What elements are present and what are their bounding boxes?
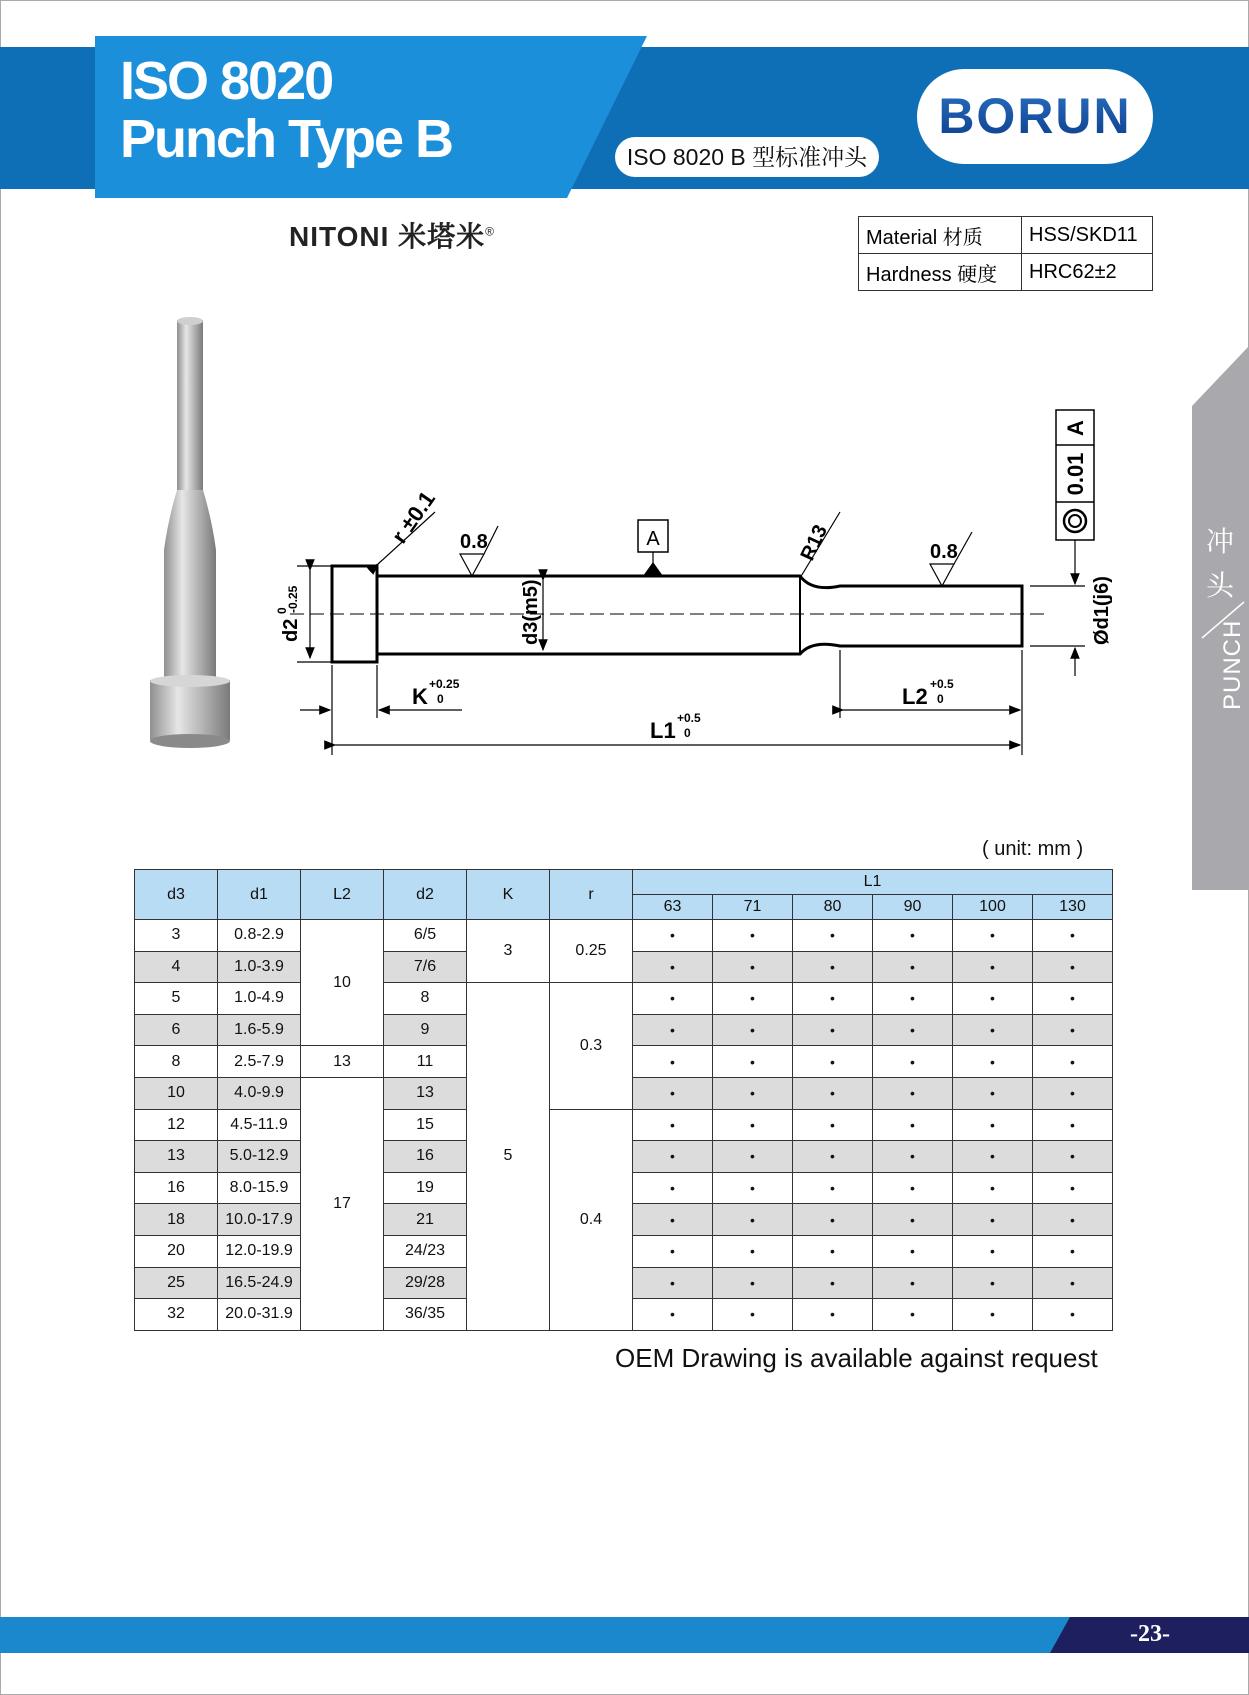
cell-l1-130: • bbox=[1033, 1204, 1113, 1236]
material-label: Material 材质 bbox=[859, 217, 1022, 254]
cell-r-group: 0.4 bbox=[550, 1109, 633, 1330]
cell-d3: 8 bbox=[135, 1046, 218, 1078]
table-row bbox=[135, 1109, 1113, 1141]
cell-l1-100: • bbox=[953, 1172, 1033, 1204]
cell-l1-71: • bbox=[713, 1046, 793, 1078]
fillet-tolerance-label: r ±0.1 bbox=[386, 486, 440, 548]
datum-triangle bbox=[643, 562, 663, 576]
cell-l1-80: • bbox=[793, 1267, 873, 1299]
cell-d2: 7/6 bbox=[384, 951, 467, 983]
cell-l1-63: • bbox=[633, 1299, 713, 1331]
punch-photo bbox=[150, 317, 230, 748]
l1-tol-low: 0 bbox=[684, 726, 691, 740]
cell-l1-80: • bbox=[793, 1046, 873, 1078]
cell-d2: 9 bbox=[384, 1014, 467, 1046]
header-l1-63: 63 bbox=[633, 895, 713, 920]
header-l1-100: 100 bbox=[953, 895, 1033, 920]
cell-l1-100: • bbox=[953, 1109, 1033, 1141]
cell-l1-130: • bbox=[1033, 1109, 1113, 1141]
cell-l1-80: • bbox=[793, 1204, 873, 1236]
cell-l1-130: • bbox=[1033, 1046, 1113, 1078]
cell-l1-100: • bbox=[953, 1299, 1033, 1331]
cell-l1-100: • bbox=[953, 1141, 1033, 1173]
cell-l1-71: • bbox=[713, 1141, 793, 1173]
l1-tol-up: +0.5 bbox=[677, 711, 701, 725]
cell-l1-80: • bbox=[793, 920, 873, 952]
cell-d1: 4.0-9.9 bbox=[218, 1077, 301, 1109]
cell-l1-71: • bbox=[713, 1267, 793, 1299]
cell-l1-90: • bbox=[873, 1141, 953, 1173]
header-d1: d1 bbox=[218, 870, 301, 920]
cell-d1: 0.8-2.9 bbox=[218, 920, 301, 952]
d3-label: d3(m5) bbox=[520, 579, 542, 645]
spec-table bbox=[858, 216, 1153, 291]
k-label: K bbox=[412, 684, 428, 709]
header-l1-130: 130 bbox=[1033, 895, 1113, 920]
cell-l1-63: • bbox=[633, 1109, 713, 1141]
l2-tol-up: +0.5 bbox=[930, 677, 954, 691]
cell-l1-71: • bbox=[713, 951, 793, 983]
k-tol-up: +0.25 bbox=[429, 677, 460, 691]
cell-l1-63: • bbox=[633, 983, 713, 1015]
cell-l1-100: • bbox=[953, 951, 1033, 983]
cell-d1: 5.0-12.9 bbox=[218, 1141, 301, 1173]
cell-l1-130: • bbox=[1033, 1141, 1113, 1173]
cell-d2: 19 bbox=[384, 1172, 467, 1204]
cell-l1-100: • bbox=[953, 1204, 1033, 1236]
tolerance-frame bbox=[1056, 410, 1094, 540]
table-row bbox=[135, 983, 1113, 1015]
cell-l1-100: • bbox=[953, 1046, 1033, 1078]
cell-d2: 21 bbox=[384, 1204, 467, 1236]
cell-l1-90: • bbox=[873, 920, 953, 952]
cell-d1: 12.0-19.9 bbox=[218, 1235, 301, 1267]
cell-l1-80: • bbox=[793, 1014, 873, 1046]
side-tab-en: PUNCH bbox=[1219, 619, 1246, 710]
cell-l1-100: • bbox=[953, 1267, 1033, 1299]
roughness-label-1: 0.8 bbox=[460, 531, 488, 553]
tolerance-datum: A bbox=[1063, 420, 1088, 436]
header-l1-80: 80 bbox=[793, 895, 873, 920]
cell-d3: 13 bbox=[135, 1141, 218, 1173]
tolerance-value: 0.01 bbox=[1063, 452, 1088, 496]
brand-logo bbox=[917, 69, 1153, 164]
header-r: r bbox=[550, 870, 633, 920]
cell-l1-90: • bbox=[873, 1077, 953, 1109]
cell-l1-90: • bbox=[873, 1014, 953, 1046]
cell-l1-100: • bbox=[953, 1014, 1033, 1046]
cell-l1-90: • bbox=[873, 1204, 953, 1236]
cell-l1-100: • bbox=[953, 920, 1033, 952]
cell-d2: 16 bbox=[384, 1141, 467, 1173]
cell-l1-71: • bbox=[713, 1204, 793, 1236]
cell-l1-63: • bbox=[633, 1046, 713, 1078]
cell-l1-90: • bbox=[873, 1235, 953, 1267]
cell-l1-71: • bbox=[713, 983, 793, 1015]
radius-label: R13 bbox=[796, 521, 833, 565]
cell-l1-71: • bbox=[713, 1299, 793, 1331]
cell-l1-130: • bbox=[1033, 983, 1113, 1015]
subtitle-pill: ISO 8020 B 型标准冲头 bbox=[615, 137, 879, 177]
cell-d1: 2.5-7.9 bbox=[218, 1046, 301, 1078]
cell-d3: 3 bbox=[135, 920, 218, 952]
l2-label: L2 bbox=[902, 684, 928, 709]
cell-l1-63: • bbox=[633, 1077, 713, 1109]
cell-d2: 24/23 bbox=[384, 1235, 467, 1267]
cell-l1-63: • bbox=[633, 920, 713, 952]
cell-l1-130: • bbox=[1033, 951, 1113, 983]
cell-d3: 4 bbox=[135, 951, 218, 983]
cell-l1-71: • bbox=[713, 1014, 793, 1046]
cell-l1-130: • bbox=[1033, 1014, 1113, 1046]
cell-r-group: 0.3 bbox=[550, 983, 633, 1109]
cell-l2-group: 10 bbox=[301, 920, 384, 1046]
cell-l1-90: • bbox=[873, 1046, 953, 1078]
cell-d1: 1.0-4.9 bbox=[218, 983, 301, 1015]
cell-l1-90: • bbox=[873, 983, 953, 1015]
d1-label: Ød1(j6) bbox=[1091, 576, 1113, 645]
header-d3: d3 bbox=[135, 870, 218, 920]
cell-l1-63: • bbox=[633, 1204, 713, 1236]
cell-l1-100: • bbox=[953, 1235, 1033, 1267]
cell-d3: 12 bbox=[135, 1109, 218, 1141]
cell-d3: 16 bbox=[135, 1172, 218, 1204]
cell-d3: 20 bbox=[135, 1235, 218, 1267]
cell-l1-100: • bbox=[953, 983, 1033, 1015]
cell-l1-80: • bbox=[793, 1109, 873, 1141]
page-number: -23- bbox=[1130, 1621, 1170, 1647]
cell-l1-130: • bbox=[1033, 1299, 1113, 1331]
cell-l1-90: • bbox=[873, 1109, 953, 1141]
punch-outline bbox=[290, 566, 1050, 662]
maker-logo bbox=[289, 215, 495, 255]
cell-d2: 6/5 bbox=[384, 920, 467, 952]
header-d2: d2 bbox=[384, 870, 467, 920]
cell-d2: 8 bbox=[384, 983, 467, 1015]
cell-l1-63: • bbox=[633, 1267, 713, 1299]
header-l1-71: 71 bbox=[713, 895, 793, 920]
cell-l1-90: • bbox=[873, 1172, 953, 1204]
cell-d1: 1.6-5.9 bbox=[218, 1014, 301, 1046]
cell-d1: 16.5-24.9 bbox=[218, 1267, 301, 1299]
oem-note: OEM Drawing is available against request bbox=[615, 1343, 1098, 1373]
cell-l1-80: • bbox=[793, 1299, 873, 1331]
cell-l1-63: • bbox=[633, 951, 713, 983]
cell-l1-71: • bbox=[713, 1172, 793, 1204]
l1-label: L1 bbox=[650, 718, 676, 743]
cell-d3: 25 bbox=[135, 1267, 218, 1299]
material-value: HSS/SKD11 bbox=[1022, 217, 1153, 254]
d2-tol-up: 0 bbox=[275, 607, 289, 614]
cell-l1-63: • bbox=[633, 1235, 713, 1267]
cell-l1-80: • bbox=[793, 983, 873, 1015]
unit-label: ( unit: mm ) bbox=[982, 838, 1084, 860]
cell-l1-80: • bbox=[793, 1077, 873, 1109]
datum-label: A bbox=[646, 528, 660, 550]
cell-r-group: 0.25 bbox=[550, 920, 633, 983]
header-k: K bbox=[467, 870, 550, 920]
k-tol-low: 0 bbox=[437, 692, 444, 706]
cell-k-group: 5 bbox=[467, 983, 550, 1331]
cell-d3: 5 bbox=[135, 983, 218, 1015]
cell-d2: 13 bbox=[384, 1077, 467, 1109]
hardness-label: Hardness 硬度 bbox=[859, 254, 1022, 291]
cell-d1: 20.0-31.9 bbox=[218, 1299, 301, 1331]
cell-d3: 18 bbox=[135, 1204, 218, 1236]
cell-k-group: 3 bbox=[467, 920, 550, 983]
cell-l2-group: 13 bbox=[301, 1046, 384, 1078]
cell-d2: 29/28 bbox=[384, 1267, 467, 1299]
cell-l1-80: • bbox=[793, 1235, 873, 1267]
cell-l1-90: • bbox=[873, 951, 953, 983]
cell-l1-71: • bbox=[713, 1235, 793, 1267]
cell-l1-71: • bbox=[713, 1077, 793, 1109]
cell-d1: 10.0-17.9 bbox=[218, 1204, 301, 1236]
dimension-table bbox=[134, 869, 1113, 1331]
header-l1-90: 90 bbox=[873, 895, 953, 920]
cell-d3: 10 bbox=[135, 1077, 218, 1109]
d2-label: d2 bbox=[280, 618, 302, 642]
cell-l1-80: • bbox=[793, 951, 873, 983]
cell-l1-90: • bbox=[873, 1267, 953, 1299]
cell-d2: 36/35 bbox=[384, 1299, 467, 1331]
maker-reg: ® bbox=[485, 224, 496, 239]
cell-l1-100: • bbox=[953, 1077, 1033, 1109]
cell-d2: 15 bbox=[384, 1109, 467, 1141]
cell-l1-63: • bbox=[633, 1014, 713, 1046]
page-title bbox=[120, 52, 452, 168]
cell-d1: 8.0-15.9 bbox=[218, 1172, 301, 1204]
cell-l1-130: • bbox=[1033, 1235, 1113, 1267]
cell-l1-90: • bbox=[873, 1299, 953, 1331]
cell-d1: 4.5-11.9 bbox=[218, 1109, 301, 1141]
cell-d3: 32 bbox=[135, 1299, 218, 1331]
l2-tol-low: 0 bbox=[937, 692, 944, 706]
cell-l1-80: • bbox=[793, 1172, 873, 1204]
cell-l1-71: • bbox=[713, 1109, 793, 1141]
cell-d1: 1.0-3.9 bbox=[218, 951, 301, 983]
brand-logo-text: BORUN bbox=[938, 89, 1132, 144]
cell-d3: 6 bbox=[135, 1014, 218, 1046]
cell-l1-71: • bbox=[713, 920, 793, 952]
cell-l1-130: • bbox=[1033, 1172, 1113, 1204]
cell-l1-63: • bbox=[633, 1172, 713, 1204]
hardness-value: HRC62±2 bbox=[1022, 254, 1153, 291]
roughness-label-2: 0.8 bbox=[930, 541, 958, 563]
maker-name: NITONI 米塔米 bbox=[289, 221, 486, 252]
title-line-1: ISO 8020 bbox=[120, 51, 333, 111]
table-row bbox=[135, 920, 1113, 952]
cell-l1-80: • bbox=[793, 1141, 873, 1173]
header-l1: L1 bbox=[633, 870, 1113, 895]
cell-l1-130: • bbox=[1033, 1267, 1113, 1299]
cell-l2-group: 17 bbox=[301, 1077, 384, 1330]
cell-d2: 11 bbox=[384, 1046, 467, 1078]
d2-tol-low: -0.25 bbox=[286, 585, 300, 613]
cell-l1-130: • bbox=[1033, 920, 1113, 952]
title-line-2: Punch Type B bbox=[120, 109, 453, 169]
cell-l1-130: • bbox=[1033, 1077, 1113, 1109]
technical-drawing bbox=[0, 300, 1190, 780]
cell-l1-63: • bbox=[633, 1141, 713, 1173]
header-l2: L2 bbox=[301, 870, 384, 920]
side-tab-cn: 冲头 bbox=[1205, 526, 1234, 601]
